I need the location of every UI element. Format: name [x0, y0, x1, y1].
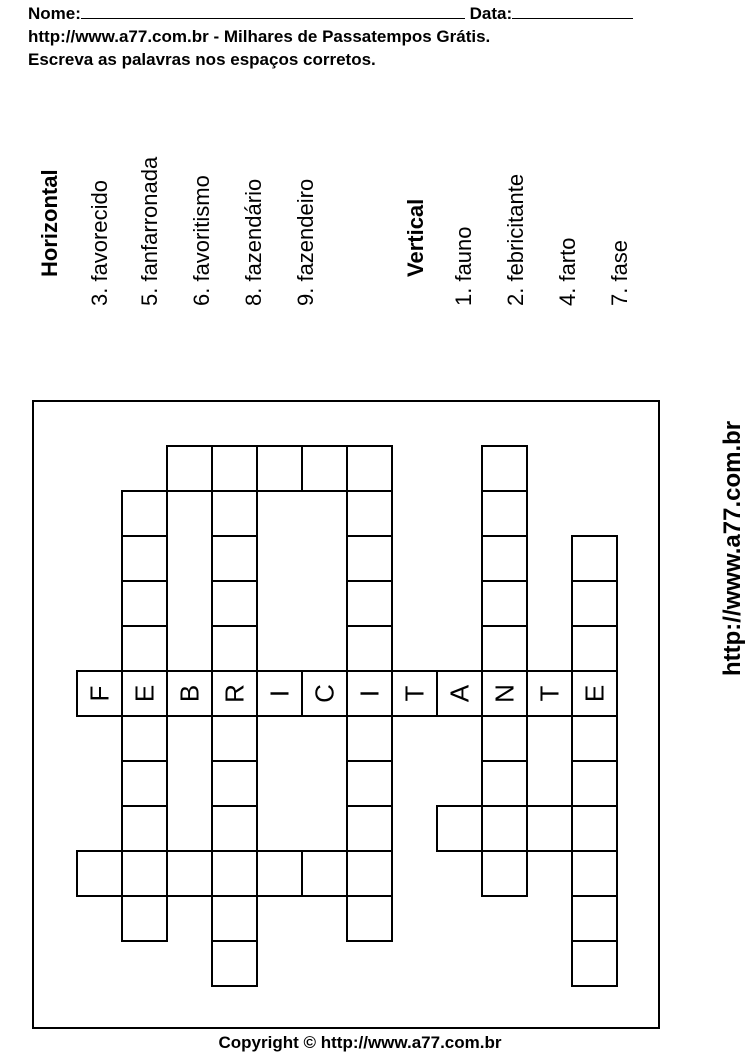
grid-cell[interactable] [347, 806, 392, 851]
grid-letter: A [444, 684, 475, 703]
grid-cell[interactable] [482, 716, 527, 761]
clue-vertical-4: 4. farto [555, 237, 580, 306]
grid-letter: I [354, 689, 385, 698]
grid-cell[interactable] [122, 806, 167, 851]
clue-horizontal-6: 6. favoritismo [189, 175, 214, 306]
grid-cell[interactable] [347, 446, 392, 491]
grid-cell[interactable] [347, 896, 392, 941]
grid-cell[interactable] [122, 581, 167, 626]
grid-cell[interactable] [212, 941, 257, 986]
grid-cell[interactable] [167, 446, 212, 491]
grid-cell[interactable] [212, 761, 257, 806]
grid-cell[interactable] [572, 716, 617, 761]
grid-cell[interactable] [572, 941, 617, 986]
horizontal-title: Horizontal [37, 169, 62, 277]
grid-letter: T [534, 685, 565, 702]
grid-cell[interactable] [347, 851, 392, 896]
grid-cell[interactable] [212, 581, 257, 626]
grid-cell[interactable] [482, 536, 527, 581]
grid-cell[interactable] [302, 851, 347, 896]
side-url: http://www.a77.com.br [719, 420, 746, 676]
name-label: Nome: [28, 4, 81, 23]
instruction-line: Escreva as palavras nos espaços corretos. [28, 50, 376, 69]
grid-cell[interactable] [212, 536, 257, 581]
grid-letter: R [219, 684, 250, 703]
grid-cell[interactable] [437, 806, 482, 851]
clue-horizontal-9: 9. fazendeiro [293, 178, 318, 306]
grid-cell[interactable] [572, 536, 617, 581]
grid-cell[interactable] [347, 761, 392, 806]
grid-cell[interactable] [212, 446, 257, 491]
grid-letter: I [264, 689, 295, 698]
grid-cell[interactable] [347, 491, 392, 536]
grid-cell[interactable] [347, 581, 392, 626]
grid-cell[interactable] [527, 806, 572, 851]
grid-letter: B [174, 684, 205, 703]
grid-cell[interactable] [257, 446, 302, 491]
grid-cell[interactable] [347, 716, 392, 761]
grid-cell[interactable] [212, 806, 257, 851]
footer-copyright: Copyright © http://www.a77.com.br [218, 1033, 502, 1052]
grid-cell[interactable] [167, 851, 212, 896]
grid-cell[interactable] [482, 851, 527, 896]
clue-vertical-1: 1. fauno [451, 226, 476, 306]
clue-horizontal-8: 8. fazendário [241, 178, 266, 306]
grid-cell[interactable] [122, 761, 167, 806]
vertical-title: Vertical [403, 198, 428, 277]
grid-cell[interactable] [212, 716, 257, 761]
grid-cell[interactable] [122, 716, 167, 761]
grid-cell[interactable] [77, 851, 122, 896]
site-line: http://www.a77.com.br - Milhares de Passatempos Grátis. [28, 27, 491, 46]
grid-cell[interactable] [482, 581, 527, 626]
grid-cell[interactable] [572, 581, 617, 626]
grid-cell[interactable] [482, 806, 527, 851]
grid-cell[interactable] [212, 896, 257, 941]
clue-vertical-2: 2. febricitante [503, 173, 528, 306]
grid-letter: F [84, 685, 115, 702]
grid-cell[interactable] [212, 491, 257, 536]
grid-cell[interactable] [212, 626, 257, 671]
grid-cell[interactable] [482, 761, 527, 806]
grid-letter: E [579, 684, 610, 703]
grid-letter: E [129, 684, 160, 703]
grid-cell[interactable] [482, 491, 527, 536]
grid-cell[interactable] [482, 626, 527, 671]
grid-cell[interactable] [122, 851, 167, 896]
grid-letter: C [309, 684, 340, 703]
grid-cell[interactable] [212, 851, 257, 896]
grid-cell[interactable] [302, 446, 347, 491]
clue-horizontal-3: 3. favorecido [87, 180, 112, 306]
clue-horizontal-5: 5. fanfarronada [137, 156, 162, 306]
grid-cell[interactable] [122, 491, 167, 536]
grid-cell[interactable] [572, 761, 617, 806]
grid-letter: T [399, 685, 430, 702]
date-label: Data: [469, 4, 513, 23]
grid-cell[interactable] [572, 806, 617, 851]
grid-cell[interactable] [572, 851, 617, 896]
clue-vertical-7: 7. fase [607, 239, 632, 306]
grid-letter: N [489, 684, 520, 703]
grid-cell[interactable] [122, 896, 167, 941]
grid-cell[interactable] [122, 536, 167, 581]
grid-cell[interactable] [347, 536, 392, 581]
grid-cell[interactable] [572, 896, 617, 941]
grid-cell[interactable] [257, 851, 302, 896]
grid-cell[interactable] [482, 446, 527, 491]
grid-cell[interactable] [572, 626, 617, 671]
grid-cell[interactable] [122, 626, 167, 671]
grid-cell[interactable] [347, 626, 392, 671]
